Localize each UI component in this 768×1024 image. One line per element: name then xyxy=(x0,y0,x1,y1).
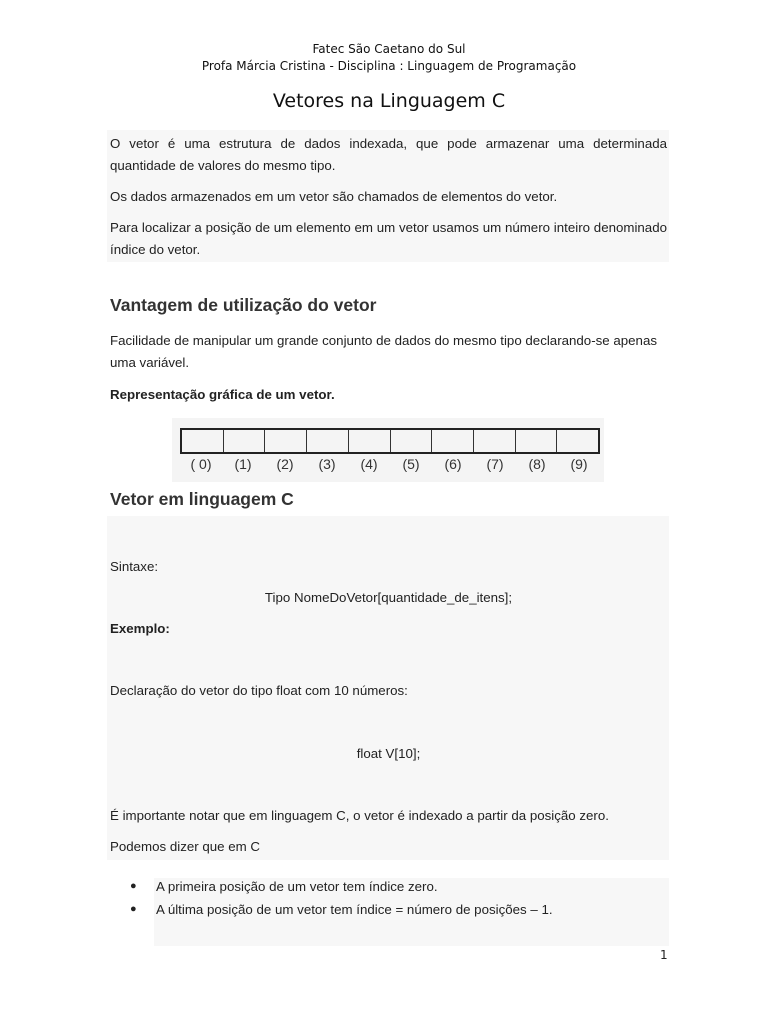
syntax-label: Sintaxe: xyxy=(110,559,159,574)
vector-cells xyxy=(180,428,600,454)
vector-cell xyxy=(432,430,474,452)
vector-cell xyxy=(516,430,558,452)
intro-paragraph-3: Para localizar a posição de um elemento em um vetor usamos um número inteiro denominado índice do vetor. xyxy=(110,220,667,257)
vector-cell xyxy=(307,430,349,452)
vector-cell xyxy=(557,430,598,452)
lead-text: Podemos dizer que em C xyxy=(110,839,261,854)
vector-index-label: (3) xyxy=(318,456,336,472)
header-professor-discipline: Profa Márcia Cristina - Disciplina : Linguagem de Programação xyxy=(201,59,577,73)
page-number: 1 xyxy=(660,948,668,962)
advantage-paragraph: Facilidade de manipular um grande conjunto de dados do mesmo tipo declarando-se apenas uma variável. xyxy=(110,333,657,370)
bullet-item-first-index: A primeira posição de um vetor tem índice zero. xyxy=(156,879,438,894)
vector-cell xyxy=(474,430,516,452)
example-label: Exemplo: xyxy=(110,621,170,636)
section-heading-advantage: Vantagem de utilização do vetor xyxy=(110,295,377,315)
syntax-code: Tipo NomeDoVetor[quantidade_de_itens]; xyxy=(264,590,513,605)
section-heading-c-vector: Vetor em linguagem C xyxy=(110,489,294,509)
vector-cell xyxy=(349,430,391,452)
vector-index-label: ( 0) xyxy=(190,456,212,472)
vector-cell xyxy=(224,430,266,452)
intro-paragraph-1: O vetor é uma estrutura de dados indexada, que pode armazenar uma determinada quantidade de valores do mesmo tipo. xyxy=(110,136,667,173)
zero-index-note: É importante notar que em linguagem C, o vetor é indexado a partir da posição zero. xyxy=(110,808,609,823)
vector-cell xyxy=(182,430,224,452)
page-title: Vetores na Linguagem C xyxy=(272,90,506,112)
intro-paragraph-2: Os dados armazenados em um vetor são chamados de elementos do vetor. xyxy=(110,189,558,204)
header-institution: Fatec São Caetano do Sul xyxy=(312,42,466,56)
vector-index-label: (8) xyxy=(528,456,546,472)
vector-index-label: (7) xyxy=(486,456,504,472)
vector-index-label: (1) xyxy=(234,456,252,472)
bullet-icon: ● xyxy=(130,880,137,892)
vector-cell xyxy=(391,430,433,452)
figure-caption: Representação gráfica de um vetor. xyxy=(110,387,335,402)
vector-cell xyxy=(265,430,307,452)
vector-index-row xyxy=(180,456,600,472)
vector-index-label: (4) xyxy=(360,456,378,472)
bullet-icon: ● xyxy=(130,903,137,915)
vector-index-label: (2) xyxy=(276,456,294,472)
vector-index-label: (5) xyxy=(402,456,420,472)
vector-index-label: (9) xyxy=(570,456,588,472)
vector-index-label: (6) xyxy=(444,456,462,472)
declaration-code: float V[10]; xyxy=(356,746,421,761)
declaration-text: Declaração do vetor do tipo float com 10 números: xyxy=(110,683,408,698)
vector-diagram xyxy=(172,418,604,482)
bullet-item-last-index: A última posição de um vetor tem índice = número de posições – 1. xyxy=(156,902,553,917)
